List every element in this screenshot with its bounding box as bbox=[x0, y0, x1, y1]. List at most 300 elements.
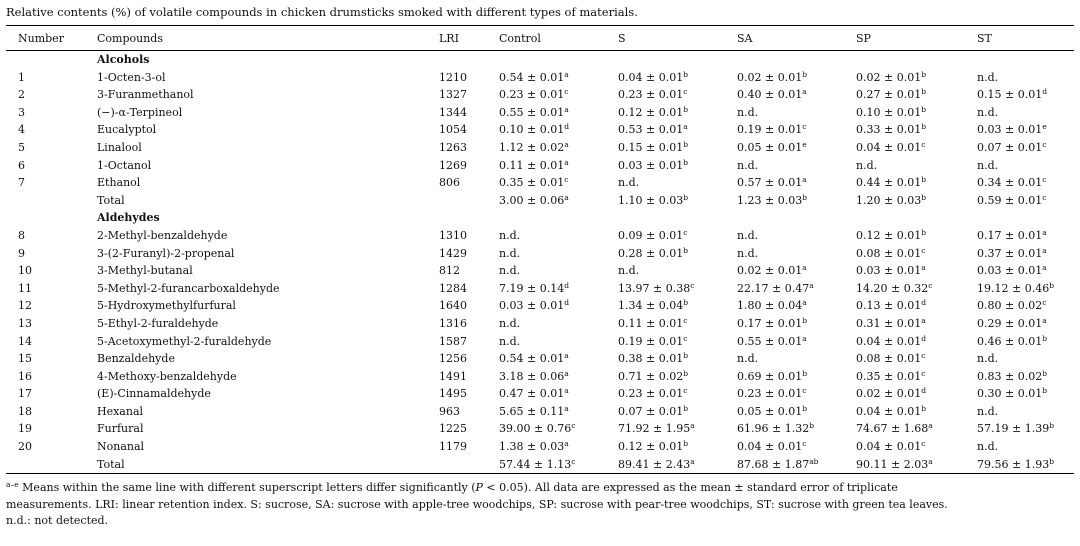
footnote-marker: a–e bbox=[6, 480, 19, 490]
table-cell-s bbox=[618, 262, 737, 280]
cell-value: 0.05 ± 0.01 bbox=[737, 140, 803, 154]
table-row bbox=[6, 385, 1074, 403]
cell-value: n.d. bbox=[737, 352, 759, 366]
table-cell-compound: 5-Ethyl-2-furaldehyde bbox=[97, 316, 219, 330]
cell-value: n.d. bbox=[499, 264, 521, 278]
table-cell-s bbox=[618, 227, 737, 245]
significance-letter: a bbox=[683, 122, 688, 132]
table-cell-control bbox=[499, 368, 618, 386]
cell-value: 0.11 ± 0.01 bbox=[618, 316, 684, 330]
table-cell-number: 3 bbox=[18, 105, 25, 119]
table-cell-sa bbox=[737, 315, 856, 333]
significance-letter: b bbox=[1042, 333, 1048, 343]
table-cell-st bbox=[977, 157, 1074, 175]
significance-letter: b bbox=[921, 87, 927, 97]
table-row bbox=[6, 69, 1074, 87]
table-cell-sp bbox=[856, 121, 977, 139]
table-cell-s bbox=[618, 192, 737, 210]
cell-value: 87.68 ± 1.87 bbox=[737, 457, 810, 471]
cell-value: 19.12 ± 0.46 bbox=[977, 281, 1050, 295]
table-cell-compound: Eucalyptol bbox=[97, 123, 157, 137]
table-cell-compound: 3-Furanmethanol bbox=[97, 88, 194, 102]
table-cell-st bbox=[977, 104, 1074, 122]
cell-value: 0.37 ± 0.01 bbox=[977, 246, 1043, 260]
group-header-row bbox=[6, 209, 1074, 227]
cell-value: 13.97 ± 0.38 bbox=[618, 281, 691, 295]
significance-letter: d bbox=[564, 122, 570, 132]
table-row bbox=[6, 333, 1074, 351]
table-cell-compound: 1-Octanol bbox=[97, 158, 152, 172]
table-cell-sp bbox=[856, 192, 977, 210]
significance-letter: b bbox=[683, 439, 689, 449]
table-cell-number: 19 bbox=[18, 422, 32, 436]
table-cell-lri: 1587 bbox=[439, 334, 467, 348]
significance-letter: a bbox=[564, 157, 569, 167]
cell-value: 0.59 ± 0.01 bbox=[977, 193, 1043, 207]
cell-value: 0.09 ± 0.01 bbox=[618, 228, 684, 242]
cell-value: 0.04 ± 0.01 bbox=[856, 140, 922, 154]
cell-value: n.d. bbox=[977, 352, 999, 366]
table-body bbox=[6, 51, 1074, 474]
cell-value: n.d. bbox=[977, 70, 999, 84]
table-cell-sa bbox=[737, 157, 856, 175]
cell-value: 71.92 ± 1.95 bbox=[618, 422, 691, 436]
significance-letter: d bbox=[921, 298, 927, 308]
header-st: ST bbox=[977, 31, 992, 45]
table-cell-sa bbox=[737, 280, 856, 298]
cell-value: 0.57 ± 0.01 bbox=[737, 176, 803, 190]
significance-letter: a bbox=[564, 439, 569, 449]
significance-letter: ab bbox=[809, 456, 819, 466]
table-cell-sa bbox=[737, 104, 856, 122]
significance-letter: c bbox=[683, 315, 688, 325]
table-row bbox=[6, 297, 1074, 315]
table-cell-compound: Nonanal bbox=[97, 440, 145, 454]
significance-letter: c bbox=[690, 280, 695, 290]
table-cell-compound: 3-Methyl-butanal bbox=[97, 264, 193, 278]
table-cell-control bbox=[499, 227, 618, 245]
cell-value: 0.33 ± 0.01 bbox=[856, 123, 922, 137]
significance-letter: a bbox=[928, 456, 933, 466]
table-cell-sp bbox=[856, 69, 977, 87]
table-cell-sa bbox=[737, 69, 856, 87]
table-cell-s bbox=[618, 157, 737, 175]
table-cell-sp bbox=[856, 315, 977, 333]
table-cell-s bbox=[618, 280, 737, 298]
table-cell-sa bbox=[737, 403, 856, 421]
significance-letter: c bbox=[921, 368, 926, 378]
cell-value: 0.04 ± 0.01 bbox=[618, 70, 684, 84]
significance-letter: b bbox=[921, 192, 927, 202]
table-row bbox=[6, 157, 1074, 175]
table-cell-st bbox=[977, 456, 1074, 474]
significance-letter: c bbox=[802, 122, 807, 132]
table-cell-s bbox=[618, 139, 737, 157]
significance-letter: a bbox=[564, 403, 569, 413]
table-cell-s bbox=[618, 438, 737, 456]
cell-value: n.d. bbox=[856, 158, 878, 172]
table-cell-control bbox=[499, 86, 618, 104]
table-cell-number: 16 bbox=[18, 369, 32, 383]
significance-letter: c bbox=[564, 175, 569, 185]
cell-value: n.d. bbox=[499, 246, 521, 260]
significance-letter: e bbox=[802, 139, 807, 149]
cell-value: 0.47 ± 0.01 bbox=[499, 387, 565, 401]
table-cell-s bbox=[618, 385, 737, 403]
table-cell-control bbox=[499, 121, 618, 139]
table-cell-number: 12 bbox=[18, 299, 32, 313]
cell-value: 0.54 ± 0.01 bbox=[499, 70, 565, 84]
cell-value: 0.17 ± 0.01 bbox=[977, 228, 1043, 242]
table-cell-sa bbox=[737, 174, 856, 192]
cell-value: 0.12 ± 0.01 bbox=[618, 105, 684, 119]
compound-group-label: Aldehydes bbox=[97, 211, 160, 225]
table-row bbox=[6, 438, 1074, 456]
table-cell-number bbox=[6, 209, 94, 227]
cell-value: n.d. bbox=[499, 228, 521, 242]
significance-letter: b bbox=[1042, 386, 1048, 396]
footnote-p-symbol: P bbox=[475, 481, 483, 495]
table-cell-lri: 1225 bbox=[439, 422, 467, 436]
table-cell-sp bbox=[856, 227, 977, 245]
cell-value: 61.96 ± 1.32 bbox=[737, 422, 810, 436]
table-cell-sp bbox=[856, 297, 977, 315]
cell-value: 0.71 ± 0.02 bbox=[618, 369, 684, 383]
table-cell-control bbox=[499, 315, 618, 333]
table-cell-lri: 812 bbox=[439, 264, 460, 278]
footnote-line-1 bbox=[6, 480, 1074, 497]
table-cell-lri: 1256 bbox=[439, 352, 467, 366]
table-cell-st bbox=[977, 315, 1074, 333]
cell-value: 0.83 ± 0.02 bbox=[977, 369, 1043, 383]
cell-value: n.d. bbox=[618, 176, 640, 190]
significance-letter: b bbox=[921, 122, 927, 132]
significance-letter: b bbox=[802, 315, 808, 325]
table-cell-sp bbox=[856, 403, 977, 421]
table-cell-lri: 1491 bbox=[439, 369, 467, 383]
cell-value: 39.00 ± 0.76 bbox=[499, 422, 572, 436]
significance-letter: a bbox=[564, 351, 569, 361]
cell-value: 0.04 ± 0.01 bbox=[856, 334, 922, 348]
table-cell-st bbox=[977, 420, 1074, 438]
significance-letter: c bbox=[1042, 192, 1047, 202]
cell-value: 0.23 ± 0.01 bbox=[618, 387, 684, 401]
table-cell-number: 1 bbox=[18, 70, 25, 84]
cell-value: 0.69 ± 0.01 bbox=[737, 369, 803, 383]
table-cell-st bbox=[977, 227, 1074, 245]
table-cell-control bbox=[499, 192, 618, 210]
cell-value: 0.02 ± 0.01 bbox=[737, 264, 803, 278]
significance-letter: c bbox=[564, 87, 569, 97]
cell-value: 89.41 ± 2.43 bbox=[618, 457, 691, 471]
cell-value: 0.12 ± 0.01 bbox=[618, 440, 684, 454]
cell-value: 14.20 ± 0.32 bbox=[856, 281, 929, 295]
table-cell-sa bbox=[737, 121, 856, 139]
table-cell-number: 4 bbox=[18, 123, 25, 137]
table-cell-number: 20 bbox=[18, 440, 32, 454]
header-lri: LRI bbox=[439, 31, 459, 45]
significance-letter: c bbox=[921, 439, 926, 449]
table-cell-control bbox=[499, 333, 618, 351]
cell-value: 1.38 ± 0.03 bbox=[499, 440, 565, 454]
table-cell-sp bbox=[856, 139, 977, 157]
table-cell-lri bbox=[439, 192, 499, 210]
cell-value: 1.12 ± 0.02 bbox=[499, 140, 565, 154]
cell-value: 0.31 ± 0.01 bbox=[856, 316, 922, 330]
table-cell-sa bbox=[737, 456, 856, 474]
table-cell-sa bbox=[737, 245, 856, 263]
cell-value: 0.44 ± 0.01 bbox=[856, 176, 922, 190]
cell-value: n.d. bbox=[977, 105, 999, 119]
significance-letter: d bbox=[564, 280, 570, 290]
cell-value: 0.03 ± 0.01 bbox=[977, 123, 1043, 137]
cell-value: 0.15 ± 0.01 bbox=[977, 88, 1043, 102]
table-cell-st bbox=[977, 385, 1074, 403]
table-cell-sa bbox=[737, 350, 856, 368]
significance-letter: b bbox=[683, 351, 689, 361]
cell-value: 0.17 ± 0.01 bbox=[737, 316, 803, 330]
table-cell-s bbox=[618, 174, 737, 192]
table-cell-number: 2 bbox=[18, 88, 25, 102]
table-row bbox=[6, 368, 1074, 386]
table-cell-s bbox=[618, 350, 737, 368]
significance-letter: b bbox=[1049, 456, 1055, 466]
table-cell-st bbox=[977, 438, 1074, 456]
significance-letter: a bbox=[1042, 245, 1047, 255]
table-cell-lri: 1327 bbox=[439, 88, 467, 102]
significance-letter: e bbox=[1042, 122, 1047, 132]
cell-value: 0.04 ± 0.01 bbox=[737, 440, 803, 454]
table-row bbox=[6, 174, 1074, 192]
cell-value: n.d. bbox=[977, 440, 999, 454]
table-cell-number: 9 bbox=[18, 246, 25, 260]
table-cell-st bbox=[977, 350, 1074, 368]
significance-letter: c bbox=[1042, 139, 1047, 149]
significance-letter: a bbox=[802, 87, 807, 97]
table-cell-lri: 1269 bbox=[439, 158, 467, 172]
table-row bbox=[6, 139, 1074, 157]
significance-letter: c bbox=[1042, 175, 1047, 185]
table-cell-control bbox=[499, 456, 618, 474]
significance-letter: a bbox=[564, 139, 569, 149]
table-cell-lri: 1429 bbox=[439, 246, 467, 260]
significance-letter: b bbox=[802, 368, 808, 378]
cell-value: n.d. bbox=[737, 105, 759, 119]
cell-value: 79.56 ± 1.93 bbox=[977, 457, 1050, 471]
header-number: Number bbox=[18, 31, 64, 45]
table-cell-st bbox=[977, 192, 1074, 210]
table-cell-number: 10 bbox=[18, 264, 32, 278]
significance-letter: b bbox=[921, 403, 927, 413]
table-cell-compound: Total bbox=[97, 457, 125, 471]
significance-letter: b bbox=[683, 298, 689, 308]
table-cell-lri: 1054 bbox=[439, 123, 467, 137]
table-cell-number: 13 bbox=[18, 316, 32, 330]
table-cell-sp bbox=[856, 245, 977, 263]
table-row bbox=[6, 104, 1074, 122]
table-cell-sa bbox=[737, 297, 856, 315]
cell-value: 0.55 ± 0.01 bbox=[737, 334, 803, 348]
table-row bbox=[6, 350, 1074, 368]
cell-value: 0.08 ± 0.01 bbox=[856, 246, 922, 260]
cell-value: 0.19 ± 0.01 bbox=[618, 334, 684, 348]
cell-value: 0.08 ± 0.01 bbox=[856, 352, 922, 366]
cell-value: n.d. bbox=[737, 158, 759, 172]
cell-value: 22.17 ± 0.47 bbox=[737, 281, 810, 295]
significance-letter: d bbox=[564, 298, 570, 308]
significance-letter: a bbox=[1042, 263, 1047, 273]
table-cell-lri: 1210 bbox=[439, 70, 467, 84]
cell-value: 0.13 ± 0.01 bbox=[856, 299, 922, 313]
significance-letter: a bbox=[921, 263, 926, 273]
table-cell-number: 5 bbox=[18, 140, 25, 154]
table-cell-sa bbox=[737, 420, 856, 438]
cell-value: 57.19 ± 1.39 bbox=[977, 422, 1050, 436]
table-cell-compound: Linalool bbox=[97, 140, 142, 154]
table-cell-compound: 3-(2-Furanyl)-2-propenal bbox=[97, 246, 235, 260]
compound-group-label: Alcohols bbox=[97, 53, 150, 66]
significance-letter: d bbox=[921, 333, 927, 343]
table-cell-compound: Ethanol bbox=[97, 176, 141, 190]
table-cell-lri: 963 bbox=[439, 404, 460, 418]
table-cell-number: 17 bbox=[18, 387, 32, 401]
cell-value: 0.23 ± 0.01 bbox=[499, 88, 565, 102]
table-cell-control bbox=[499, 297, 618, 315]
table-cell-sp bbox=[856, 350, 977, 368]
significance-letter: b bbox=[921, 175, 927, 185]
significance-letter: b bbox=[683, 368, 689, 378]
table-cell-number bbox=[6, 192, 94, 210]
significance-letter: b bbox=[1049, 421, 1055, 431]
cell-value: n.d. bbox=[737, 246, 759, 260]
cell-value: 1.23 ± 0.03 bbox=[737, 193, 803, 207]
table-cell-compound: 5-Methyl-2-furancarboxaldehyde bbox=[97, 281, 280, 295]
table-cell-compound: (E)-Cinnamaldehyde bbox=[97, 387, 211, 401]
table-cell-number: 7 bbox=[18, 176, 25, 190]
table-cell-control bbox=[499, 69, 618, 87]
table-cell-st bbox=[977, 174, 1074, 192]
table-cell-compound: 5-Acetoxymethyl-2-furaldehyde bbox=[97, 334, 272, 348]
cell-value: 0.03 ± 0.01 bbox=[856, 264, 922, 278]
table-footnote bbox=[6, 480, 1074, 530]
footnote-text-1b: < 0.05). All data are expressed as the mean ± standard error of triplicate bbox=[482, 481, 898, 495]
cell-value: n.d. bbox=[977, 404, 999, 418]
table-cell-st bbox=[977, 280, 1074, 298]
table-cell-lri: 806 bbox=[439, 176, 460, 190]
cell-value: 0.11 ± 0.01 bbox=[499, 158, 565, 172]
table-cell-lri: 1263 bbox=[439, 140, 467, 154]
table-cell-sp bbox=[856, 262, 977, 280]
table-cell-lri: 1495 bbox=[439, 387, 467, 401]
table-cell-sp bbox=[856, 280, 977, 298]
table-cell-compound: Hexanal bbox=[97, 404, 144, 418]
table-cell-s bbox=[618, 121, 737, 139]
significance-letter: c bbox=[921, 139, 926, 149]
significance-letter: b bbox=[683, 104, 689, 114]
significance-letter: c bbox=[928, 280, 933, 290]
table-cell-s bbox=[618, 403, 737, 421]
cell-value: 0.03 ± 0.01 bbox=[977, 264, 1043, 278]
significance-letter: c bbox=[683, 227, 688, 237]
cell-value: 0.03 ± 0.01 bbox=[499, 299, 565, 313]
cell-value: 5.65 ± 0.11 bbox=[499, 404, 565, 418]
table-cell-lri: 1344 bbox=[439, 105, 467, 119]
table-cell-compound: 1-Octen-3-ol bbox=[97, 70, 166, 84]
significance-letter: a bbox=[564, 69, 569, 79]
total-row bbox=[6, 456, 1074, 474]
significance-letter: a bbox=[690, 421, 695, 431]
cell-value: 0.02 ± 0.01 bbox=[737, 70, 803, 84]
table-cell-compound: (−)-α-Terpineol bbox=[97, 105, 183, 119]
table-cell-control bbox=[499, 157, 618, 175]
significance-letter: b bbox=[683, 403, 689, 413]
table-cell-s bbox=[618, 104, 737, 122]
cell-value: 90.11 ± 2.03 bbox=[856, 457, 929, 471]
significance-letter: a bbox=[564, 368, 569, 378]
table-cell-s bbox=[618, 245, 737, 263]
table-caption: Relative contents (%) of volatile compounds in chicken drumsticks smoked with different types of materials. bbox=[6, 5, 638, 19]
table-cell-number: 11 bbox=[18, 281, 32, 295]
table-cell-st bbox=[977, 86, 1074, 104]
table-cell-number bbox=[6, 456, 94, 474]
table-cell-sp bbox=[856, 86, 977, 104]
table-cell-sp bbox=[856, 174, 977, 192]
table-cell-number: 6 bbox=[18, 158, 25, 172]
cell-value: 3.00 ± 0.06 bbox=[499, 193, 565, 207]
significance-letter: b bbox=[1042, 368, 1048, 378]
cell-value: n.d. bbox=[499, 316, 521, 330]
table-cell-st bbox=[977, 139, 1074, 157]
table-cell-s bbox=[618, 69, 737, 87]
significance-letter: c bbox=[683, 333, 688, 343]
table-cell-sa bbox=[737, 262, 856, 280]
cell-value: 1.20 ± 0.03 bbox=[856, 193, 922, 207]
cell-value: 0.28 ± 0.01 bbox=[618, 246, 684, 260]
table-cell-compound: Benzaldehyde bbox=[97, 352, 175, 366]
significance-letter: b bbox=[921, 104, 927, 114]
table-cell-number: 8 bbox=[18, 228, 25, 242]
significance-letter: a bbox=[564, 104, 569, 114]
cell-value: 0.02 ± 0.01 bbox=[856, 70, 922, 84]
significance-letter: a bbox=[802, 333, 807, 343]
table-cell-s bbox=[618, 315, 737, 333]
significance-letter: d bbox=[921, 386, 927, 396]
table-cell-compound: 5-Hydroxymethylfurfural bbox=[97, 299, 236, 313]
significance-letter: b bbox=[802, 69, 808, 79]
cell-value: n.d. bbox=[977, 158, 999, 172]
table-cell-st bbox=[977, 262, 1074, 280]
table-cell-compound: 4-Methoxy-benzaldehyde bbox=[97, 369, 237, 383]
table-cell-sp bbox=[856, 104, 977, 122]
table-cell-sa bbox=[737, 438, 856, 456]
cell-value: 0.04 ± 0.01 bbox=[856, 440, 922, 454]
table-row bbox=[6, 121, 1074, 139]
cell-value: 0.12 ± 0.01 bbox=[856, 228, 922, 242]
significance-letter: c bbox=[921, 245, 926, 255]
significance-letter: a bbox=[1042, 227, 1047, 237]
cell-value: 1.34 ± 0.04 bbox=[618, 299, 684, 313]
significance-letter: c bbox=[571, 421, 576, 431]
cell-value: 0.03 ± 0.01 bbox=[618, 158, 684, 172]
table-cell-number: 14 bbox=[18, 334, 32, 348]
significance-letter: a bbox=[564, 192, 569, 202]
table-cell-st bbox=[977, 121, 1074, 139]
header-sa: SA bbox=[737, 31, 753, 45]
cell-value: 0.04 ± 0.01 bbox=[856, 404, 922, 418]
cell-value: 0.80 ± 0.02 bbox=[977, 299, 1043, 313]
significance-letter: b bbox=[921, 69, 927, 79]
cell-value: n.d. bbox=[618, 264, 640, 278]
